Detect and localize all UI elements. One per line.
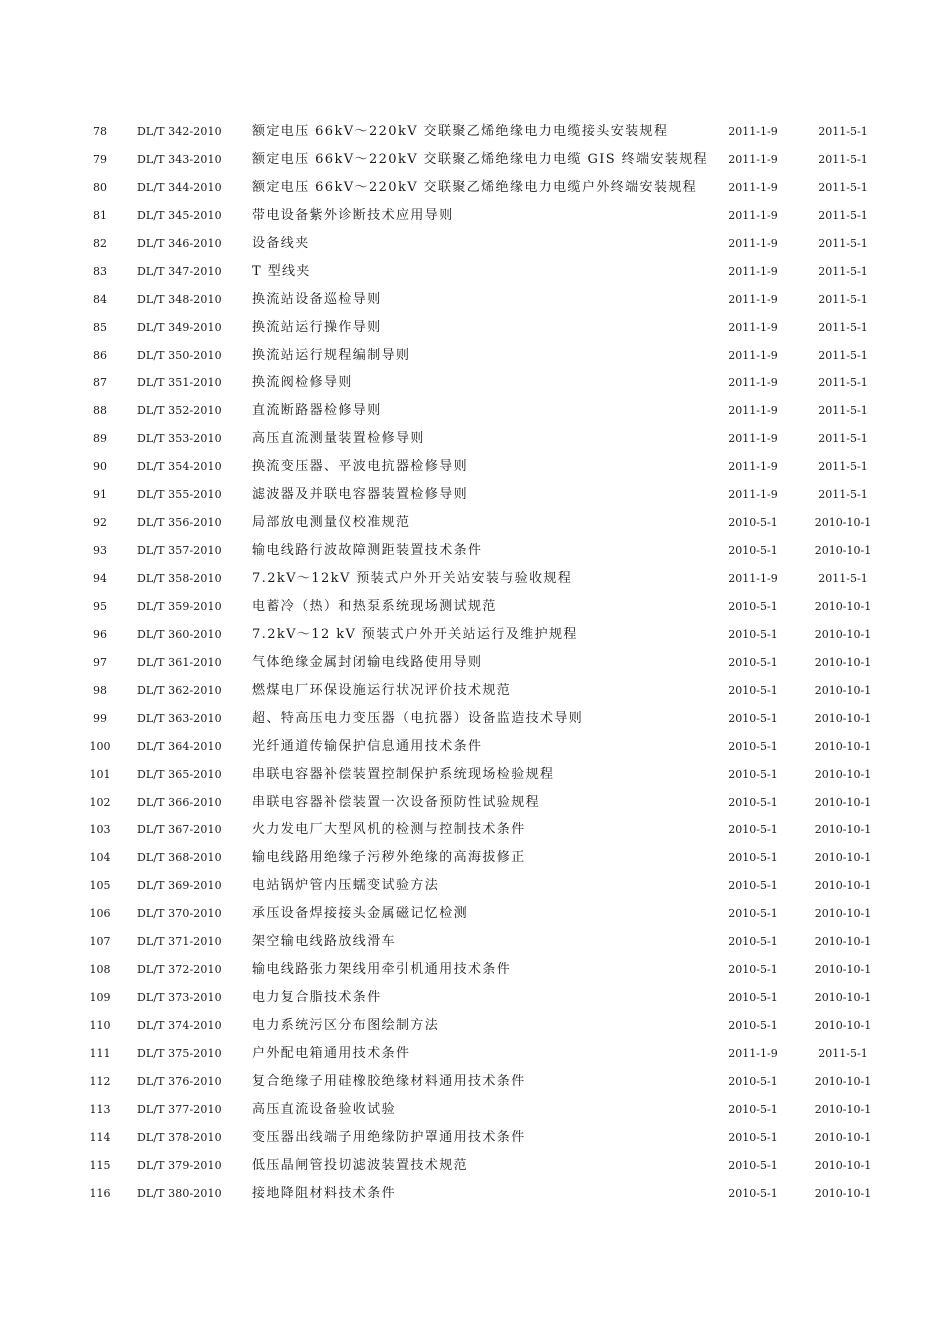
row-number: 87 bbox=[93, 376, 107, 390]
publish-date: 2011-1-9 bbox=[728, 320, 778, 334]
table-row bbox=[0, 733, 950, 761]
standard-title: 变压器出线端子用绝缘防护罩通用技术条件 bbox=[252, 1129, 526, 1145]
publish-date: 2011-1-9 bbox=[728, 348, 778, 362]
table-row bbox=[0, 118, 950, 146]
standard-title: 燃煤电厂环保设施运行状况评价技术规范 bbox=[252, 682, 512, 698]
effective-date: 2011-5-1 bbox=[818, 264, 868, 278]
standard-title: 高压直流测量装置检修导则 bbox=[252, 431, 425, 447]
effective-date: 2011-5-1 bbox=[818, 125, 868, 138]
table-row bbox=[0, 956, 950, 984]
standard-title: 电蓄冷（热）和热泵系统现场测试规范 bbox=[252, 598, 497, 614]
publish-date: 2011-1-9 bbox=[728, 460, 778, 474]
standard-title: 换流站运行操作导则 bbox=[252, 319, 382, 335]
standard-title: 电力复合脂技术条件 bbox=[252, 990, 382, 1006]
table-row bbox=[0, 565, 950, 593]
table-row bbox=[0, 1068, 950, 1096]
standard-code: DL/T 342-2010 bbox=[137, 125, 222, 138]
standard-code: DL/T 344-2010 bbox=[137, 180, 222, 194]
table-row bbox=[0, 1124, 950, 1152]
standard-title: 输电线路行波故障测距装置技术条件 bbox=[252, 543, 483, 559]
table-row bbox=[0, 537, 950, 565]
effective-date: 2010-10-1 bbox=[814, 683, 872, 697]
row-number: 109 bbox=[89, 991, 111, 1005]
table-row bbox=[0, 314, 950, 342]
standard-code: DL/T 355-2010 bbox=[137, 488, 222, 502]
effective-date: 2011-5-1 bbox=[818, 488, 868, 502]
table-row bbox=[0, 872, 950, 900]
publish-date: 2011-1-9 bbox=[728, 236, 778, 250]
standard-title: 直流断路器检修导则 bbox=[252, 403, 382, 419]
effective-date: 2011-5-1 bbox=[818, 208, 868, 222]
effective-date: 2010-10-1 bbox=[814, 1130, 872, 1144]
standard-code: DL/T 363-2010 bbox=[137, 711, 222, 725]
table-row bbox=[0, 258, 950, 286]
standard-code: DL/T 356-2010 bbox=[137, 516, 222, 530]
table-row bbox=[0, 342, 950, 370]
standard-title: 复合绝缘子用硅橡胶绝缘材料通用技术条件 bbox=[252, 1073, 526, 1089]
row-number: 85 bbox=[93, 320, 107, 334]
publish-date: 2010-5-1 bbox=[728, 544, 778, 558]
row-number: 112 bbox=[89, 1074, 111, 1088]
effective-date: 2010-10-1 bbox=[814, 823, 872, 837]
row-number: 95 bbox=[93, 599, 107, 613]
standard-code: DL/T 345-2010 bbox=[137, 208, 222, 222]
effective-date: 2010-10-1 bbox=[814, 1074, 872, 1088]
standard-title: 带电设备紫外诊断技术应用导则 bbox=[252, 207, 454, 223]
publish-date: 2010-5-1 bbox=[728, 1074, 778, 1088]
publish-date: 2010-5-1 bbox=[728, 907, 778, 921]
effective-date: 2011-5-1 bbox=[818, 572, 868, 585]
standard-title: 户外配电箱通用技术条件 bbox=[252, 1045, 411, 1061]
table-row bbox=[0, 397, 950, 425]
table-row bbox=[0, 481, 950, 509]
standard-code: DL/T 352-2010 bbox=[137, 404, 222, 418]
table-row bbox=[0, 286, 950, 314]
standard-title: 气体绝缘金属封闭输电线路使用导则 bbox=[252, 654, 483, 670]
publish-date: 2011-1-9 bbox=[728, 572, 778, 585]
standard-title: 串联电容器补偿装置控制保护系统现场检验规程 bbox=[252, 766, 555, 782]
publish-date: 2010-5-1 bbox=[728, 795, 778, 809]
table-row bbox=[0, 649, 950, 677]
standard-title: 串联电容器补偿装置一次设备预防性试验规程 bbox=[252, 794, 541, 810]
table-row bbox=[0, 1180, 950, 1208]
standard-title: 光纤通道传输保护信息通用技术条件 bbox=[252, 738, 483, 754]
effective-date: 2010-10-1 bbox=[814, 655, 872, 669]
table-row bbox=[0, 146, 950, 174]
table-row bbox=[0, 928, 950, 956]
standard-title: 换流站设备巡检导则 bbox=[252, 291, 382, 307]
table-row bbox=[0, 789, 950, 817]
effective-date: 2010-10-1 bbox=[814, 795, 872, 809]
standard-title: 额定电压 66kV～220kV 交联聚乙烯绝缘电力电缆户外终端安装规程 bbox=[252, 179, 698, 195]
row-number: 106 bbox=[89, 907, 111, 921]
effective-date: 2011-5-1 bbox=[818, 320, 868, 334]
standard-code: DL/T 361-2010 bbox=[137, 655, 222, 669]
table-row bbox=[0, 174, 950, 202]
publish-date: 2010-5-1 bbox=[728, 991, 778, 1005]
standard-title: 换流变压器、平波电抗器检修导则 bbox=[252, 459, 469, 475]
row-number: 84 bbox=[93, 292, 107, 306]
standard-code: DL/T 379-2010 bbox=[137, 1158, 222, 1172]
effective-date: 2010-10-1 bbox=[814, 1158, 872, 1172]
publish-date: 2010-5-1 bbox=[728, 1130, 778, 1144]
standard-title: 承压设备焊接接头金属磁记忆检测 bbox=[252, 906, 469, 922]
effective-date: 2010-10-1 bbox=[814, 963, 872, 977]
publish-date: 2010-5-1 bbox=[728, 739, 778, 753]
standard-title: 换流阀检修导则 bbox=[252, 375, 353, 391]
row-number: 80 bbox=[93, 180, 107, 194]
standard-code: DL/T 371-2010 bbox=[137, 935, 222, 949]
publish-date: 2010-5-1 bbox=[728, 516, 778, 530]
effective-date: 2010-10-1 bbox=[814, 767, 872, 781]
standard-title: 低压晶闸管投切滤波装置技术规范 bbox=[252, 1157, 469, 1173]
effective-date: 2011-5-1 bbox=[818, 460, 868, 474]
publish-date: 2010-5-1 bbox=[728, 935, 778, 949]
standard-code: DL/T 367-2010 bbox=[137, 823, 222, 837]
row-number: 99 bbox=[93, 711, 107, 725]
standard-code: DL/T 362-2010 bbox=[137, 683, 222, 697]
table-row bbox=[0, 509, 950, 537]
standard-code: DL/T 358-2010 bbox=[137, 572, 222, 585]
publish-date: 2011-1-9 bbox=[728, 376, 778, 390]
effective-date: 2011-5-1 bbox=[818, 432, 868, 446]
table-row bbox=[0, 677, 950, 705]
table-row bbox=[0, 1012, 950, 1040]
standard-code: DL/T 377-2010 bbox=[137, 1102, 222, 1116]
standard-title: 局部放电测量仪校准规范 bbox=[252, 515, 411, 531]
effective-date: 2011-5-1 bbox=[818, 292, 868, 306]
publish-date: 2010-5-1 bbox=[728, 1019, 778, 1032]
standard-code: DL/T 366-2010 bbox=[137, 795, 222, 809]
standard-title: 换流站运行规程编制导则 bbox=[252, 347, 411, 363]
row-number: 83 bbox=[93, 264, 107, 278]
table-row bbox=[0, 202, 950, 230]
effective-date: 2010-10-1 bbox=[814, 599, 872, 613]
row-number: 100 bbox=[89, 739, 111, 753]
row-number: 116 bbox=[89, 1186, 111, 1200]
row-number: 79 bbox=[93, 152, 107, 166]
standard-title: 电力系统污区分布图绘制方法 bbox=[252, 1018, 440, 1033]
standard-code: DL/T 378-2010 bbox=[137, 1130, 222, 1144]
table-row bbox=[0, 816, 950, 844]
standard-code: DL/T 364-2010 bbox=[137, 739, 222, 753]
row-number: 91 bbox=[93, 488, 107, 502]
standard-code: DL/T 380-2010 bbox=[137, 1186, 222, 1200]
table-row bbox=[0, 900, 950, 928]
row-number: 113 bbox=[89, 1102, 111, 1116]
publish-date: 2010-5-1 bbox=[728, 1102, 778, 1116]
table-row bbox=[0, 1096, 950, 1124]
publish-date: 2011-1-9 bbox=[728, 208, 778, 222]
standard-code: DL/T 374-2010 bbox=[137, 1019, 222, 1032]
standard-title: 高压直流设备验收试验 bbox=[252, 1101, 397, 1117]
effective-date: 2010-10-1 bbox=[814, 935, 872, 949]
standard-code: DL/T 360-2010 bbox=[137, 627, 222, 641]
row-number: 114 bbox=[89, 1130, 111, 1144]
effective-date: 2011-5-1 bbox=[818, 376, 868, 390]
row-number: 90 bbox=[93, 460, 107, 474]
effective-date: 2011-5-1 bbox=[818, 1046, 868, 1060]
publish-date: 2011-1-9 bbox=[728, 1046, 778, 1060]
row-number: 111 bbox=[89, 1046, 111, 1060]
effective-date: 2011-5-1 bbox=[818, 404, 868, 418]
standards-table bbox=[0, 118, 950, 1208]
effective-date: 2010-10-1 bbox=[814, 879, 872, 893]
row-number: 98 bbox=[93, 683, 107, 697]
standard-title: 火力发电厂大型风机的检测与控制技术条件 bbox=[252, 822, 526, 838]
row-number: 115 bbox=[89, 1158, 111, 1172]
publish-date: 2011-1-9 bbox=[728, 404, 778, 418]
effective-date: 2010-10-1 bbox=[814, 516, 872, 530]
row-number: 101 bbox=[89, 767, 111, 781]
publish-date: 2010-5-1 bbox=[728, 879, 778, 893]
table-row bbox=[0, 705, 950, 733]
publish-date: 2011-1-9 bbox=[728, 488, 778, 502]
standard-code: DL/T 359-2010 bbox=[137, 599, 222, 613]
table-row bbox=[0, 593, 950, 621]
publish-date: 2010-5-1 bbox=[728, 851, 778, 865]
standard-title: 输电线路张力架线用牵引机通用技术条件 bbox=[252, 962, 512, 978]
publish-date: 2010-5-1 bbox=[728, 963, 778, 977]
standard-title: T 型线夹 bbox=[252, 263, 311, 279]
row-number: 94 bbox=[93, 572, 107, 585]
row-number: 102 bbox=[89, 795, 111, 809]
table-row bbox=[0, 425, 950, 453]
row-number: 78 bbox=[93, 125, 107, 138]
row-number: 93 bbox=[93, 544, 107, 558]
publish-date: 2010-5-1 bbox=[728, 823, 778, 837]
standard-code: DL/T 369-2010 bbox=[137, 879, 222, 893]
publish-date: 2010-5-1 bbox=[728, 655, 778, 669]
table-row bbox=[0, 844, 950, 872]
publish-date: 2010-5-1 bbox=[728, 1158, 778, 1172]
table-row bbox=[0, 1040, 950, 1068]
effective-date: 2010-10-1 bbox=[814, 1186, 872, 1200]
publish-date: 2010-5-1 bbox=[728, 767, 778, 781]
effective-date: 2010-10-1 bbox=[814, 627, 872, 641]
standard-title: 7.2kV～12kV 预装式户外开关站安装与验收规程 bbox=[252, 571, 573, 586]
standard-title: 7.2kV～12 kV 预装式户外开关站运行及维护规程 bbox=[252, 626, 578, 642]
standard-code: DL/T 376-2010 bbox=[137, 1074, 222, 1088]
table-row bbox=[0, 369, 950, 397]
publish-date: 2010-5-1 bbox=[728, 627, 778, 641]
effective-date: 2010-10-1 bbox=[814, 1019, 872, 1032]
standard-code: DL/T 347-2010 bbox=[137, 264, 222, 278]
row-number: 82 bbox=[93, 236, 107, 250]
effective-date: 2010-10-1 bbox=[814, 851, 872, 865]
publish-date: 2011-1-9 bbox=[728, 180, 778, 194]
publish-date: 2011-1-9 bbox=[728, 264, 778, 278]
standard-code: DL/T 354-2010 bbox=[137, 460, 222, 474]
standard-title: 滤波器及并联电容器装置检修导则 bbox=[252, 487, 469, 503]
effective-date: 2010-10-1 bbox=[814, 739, 872, 753]
standard-title: 设备线夹 bbox=[252, 235, 310, 251]
standard-code: DL/T 373-2010 bbox=[137, 991, 222, 1005]
standard-code: DL/T 368-2010 bbox=[137, 851, 222, 865]
row-number: 110 bbox=[89, 1019, 111, 1032]
row-number: 88 bbox=[93, 404, 107, 418]
row-number: 104 bbox=[89, 851, 111, 865]
standard-code: DL/T 350-2010 bbox=[137, 348, 222, 362]
publish-date: 2010-5-1 bbox=[728, 1186, 778, 1200]
publish-date: 2011-1-9 bbox=[728, 152, 778, 166]
publish-date: 2011-1-9 bbox=[728, 125, 778, 138]
standard-code: DL/T 351-2010 bbox=[137, 376, 222, 390]
table-row bbox=[0, 453, 950, 481]
publish-date: 2010-5-1 bbox=[728, 599, 778, 613]
table-row bbox=[0, 621, 950, 649]
row-number: 86 bbox=[93, 348, 107, 362]
effective-date: 2011-5-1 bbox=[818, 236, 868, 250]
publish-date: 2011-1-9 bbox=[728, 432, 778, 446]
effective-date: 2010-10-1 bbox=[814, 544, 872, 558]
standard-code: DL/T 346-2010 bbox=[137, 236, 222, 250]
row-number: 92 bbox=[93, 516, 107, 530]
row-number: 89 bbox=[93, 432, 107, 446]
standard-title: 超、特高压电力变压器（电抗器）设备监造技术导则 bbox=[252, 710, 584, 726]
standard-code: DL/T 343-2010 bbox=[137, 152, 222, 166]
table-row bbox=[0, 230, 950, 258]
table-row bbox=[0, 761, 950, 789]
standard-code: DL/T 372-2010 bbox=[137, 963, 222, 977]
standard-code: DL/T 365-2010 bbox=[137, 767, 222, 781]
effective-date: 2010-10-1 bbox=[814, 711, 872, 725]
standard-code: DL/T 357-2010 bbox=[137, 544, 222, 558]
publish-date: 2011-1-9 bbox=[728, 292, 778, 306]
publish-date: 2010-5-1 bbox=[728, 711, 778, 725]
standard-code: DL/T 375-2010 bbox=[137, 1046, 222, 1060]
row-number: 103 bbox=[89, 823, 111, 837]
row-number: 108 bbox=[89, 963, 111, 977]
effective-date: 2010-10-1 bbox=[814, 1102, 872, 1116]
row-number: 96 bbox=[93, 627, 107, 641]
effective-date: 2011-5-1 bbox=[818, 348, 868, 362]
effective-date: 2010-10-1 bbox=[814, 991, 872, 1005]
table-row bbox=[0, 1152, 950, 1180]
standard-title: 输电线路用绝缘子污秽外绝缘的高海拔修正 bbox=[252, 850, 526, 866]
standard-code: DL/T 349-2010 bbox=[137, 320, 222, 334]
standard-title: 电站锅炉管内压蠕变试验方法 bbox=[252, 878, 440, 894]
publish-date: 2010-5-1 bbox=[728, 683, 778, 697]
standard-title: 额定电压 66kV～220kV 交联聚乙烯绝缘电力电缆接头安装规程 bbox=[252, 124, 669, 139]
row-number: 105 bbox=[89, 879, 111, 893]
effective-date: 2011-5-1 bbox=[818, 180, 868, 194]
row-number: 97 bbox=[93, 655, 107, 669]
row-number: 81 bbox=[93, 208, 107, 222]
standard-title: 额定电压 66kV～220kV 交联聚乙烯绝缘电力电缆 GIS 终端安装规程 bbox=[252, 151, 709, 167]
table-row bbox=[0, 984, 950, 1012]
standard-code: DL/T 353-2010 bbox=[137, 432, 222, 446]
row-number: 107 bbox=[89, 935, 111, 949]
standard-code: DL/T 370-2010 bbox=[137, 907, 222, 921]
standard-title: 接地降阻材料技术条件 bbox=[252, 1185, 397, 1201]
effective-date: 2011-5-1 bbox=[818, 152, 868, 166]
effective-date: 2010-10-1 bbox=[814, 907, 872, 921]
standard-title: 架空输电线路放线滑车 bbox=[252, 934, 397, 950]
standard-code: DL/T 348-2010 bbox=[137, 292, 222, 306]
